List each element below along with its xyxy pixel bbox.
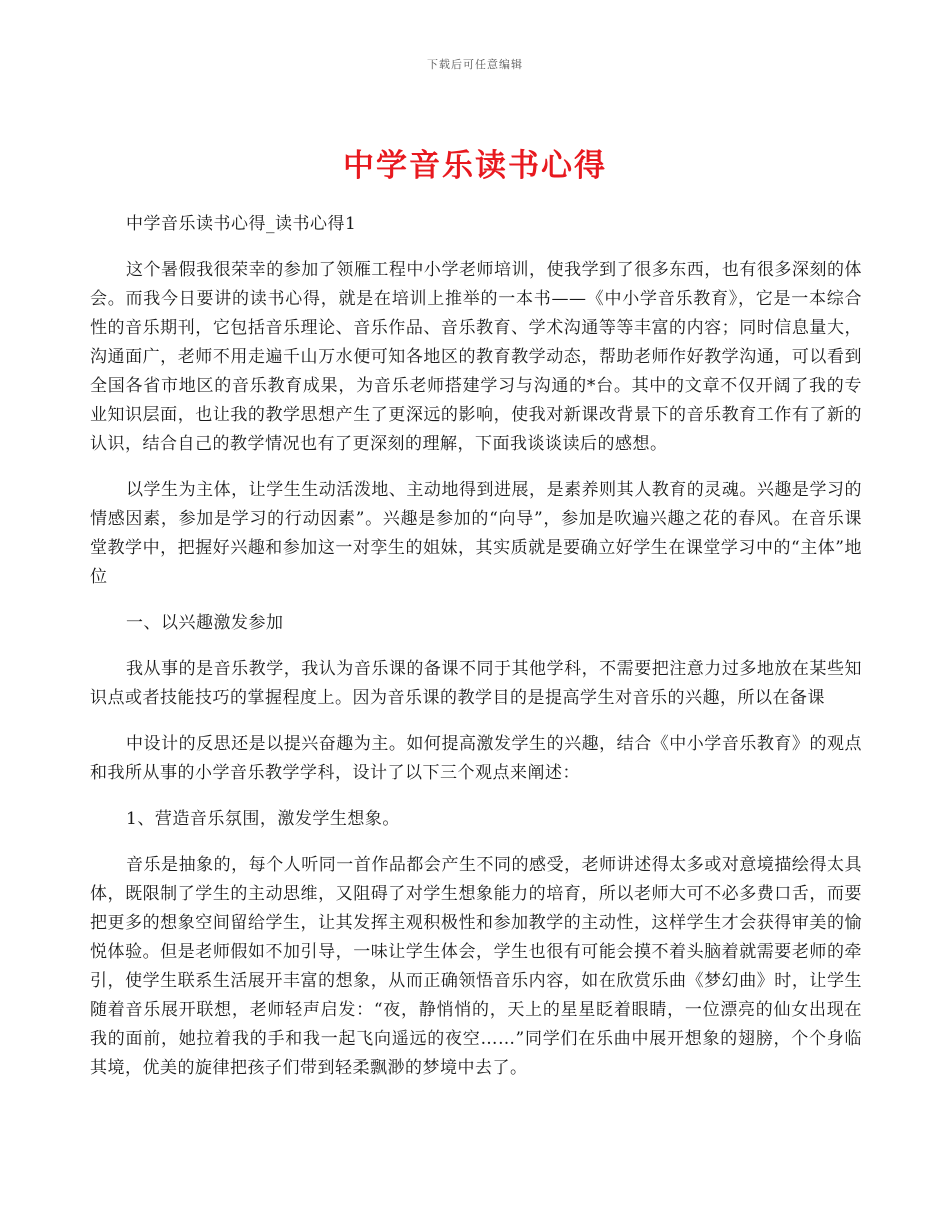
paragraph: 我从事的是音乐教学，我认为音乐课的备课不同于其他学科，不需要把注意力过多地放在某些知识点或者技能技巧的掌握程度上。因为音乐课的教学目的是提高学生对音乐的兴趣，所以在备课 <box>90 659 862 708</box>
subsection-heading: 1、营造音乐氛围，激发学生想象。 <box>126 809 400 829</box>
document-body <box>90 210 862 1100</box>
section-heading: 一、以兴趣激发参加 <box>126 613 284 633</box>
paragraph: 音乐是抽象的，每个人听同一首作品都会产生不同的感受，老师讲述得太多或对意境描绘得太具体，既限制了学生的主动思维，又阻碍了对学生想象能力的培育，所以老师大可不必多费口舌，而要把更多的想象空间留给学生，让其发挥主观积极性和参加教学的主动性，这样学生才会获得审美的愉悦体验。但是老师假如不加引导，一味让学生体会，学生也很有可能会摸不着头脑着就需要老师的牵引，使学生联系生活展开丰富的想象，从而正确领悟音乐内容，如在欣赏乐曲《梦幻曲》时，让学生随着音乐展开联想，老师轻声启发：“夜，静悄悄的，天上的星星眨着眼睛，一位漂亮的仙女出现在我的面前，她拉着我的手和我一起飞向遥远的夜空……”同学们在乐曲中展开想象的翅膀，个个身临其境，优美的旋律把孩子们带到轻柔飘渺的梦境中去了。 <box>90 855 862 1078</box>
paragraph-subtitle: 中学音乐读书心得_读书心得1 <box>126 214 357 234</box>
document-title: 中学音乐读书心得 <box>343 148 607 184</box>
paragraph: 中设计的反思还是以提兴奋趣为主。如何提高激发学生的兴趣，结合《中小学音乐教育》的观点和我所从事的小学音乐教学学科，设计了以下三个观点来阐述： <box>90 734 862 783</box>
paragraph: 这个暑假我很荣幸的参加了领雁工程中小学老师培训，使我学到了很多东西，也有很多深刻的体会。而我今日要讲的读书心得，就是在培训上推举的一本书——《中小学音乐教育》，它是一本综合性的音乐期刊，它包括音乐理论、音乐作品、音乐教育、学术沟通等等丰富的内容；同时信息量大，沟通面广，老师不用走遍千山万水便可知各地区的教育教学动态，帮助老师作好教学沟通，可以看到全国各省市地区的音乐教育成果，为音乐老师搭建学习与沟通的*台。其中的文章不仅开阔了我的专业知识层面，也让我的教学思想产生了更深远的影响，使我对新课改背景下的音乐教育工作有了新的认识，结合自己的教学情况也有了更深刻的理解，下面我谈谈读后的感想。 <box>90 260 862 454</box>
header-note: 下载后可任意编辑 <box>427 58 523 71</box>
paragraph: 以学生为主体，让学生生动活泼地、主动地得到进展，是素养则其人教育的灵魂。兴趣是学习的情感因素，参加是学习的行动因素”。兴趣是参加的“向导”，参加是吹遍兴趣之花的春风。在音乐课堂教学中，把握好兴趣和参加这一对孪生的姐妹，其实质就是要确立好学生在课堂学习中的“主体”地位 <box>90 480 862 587</box>
